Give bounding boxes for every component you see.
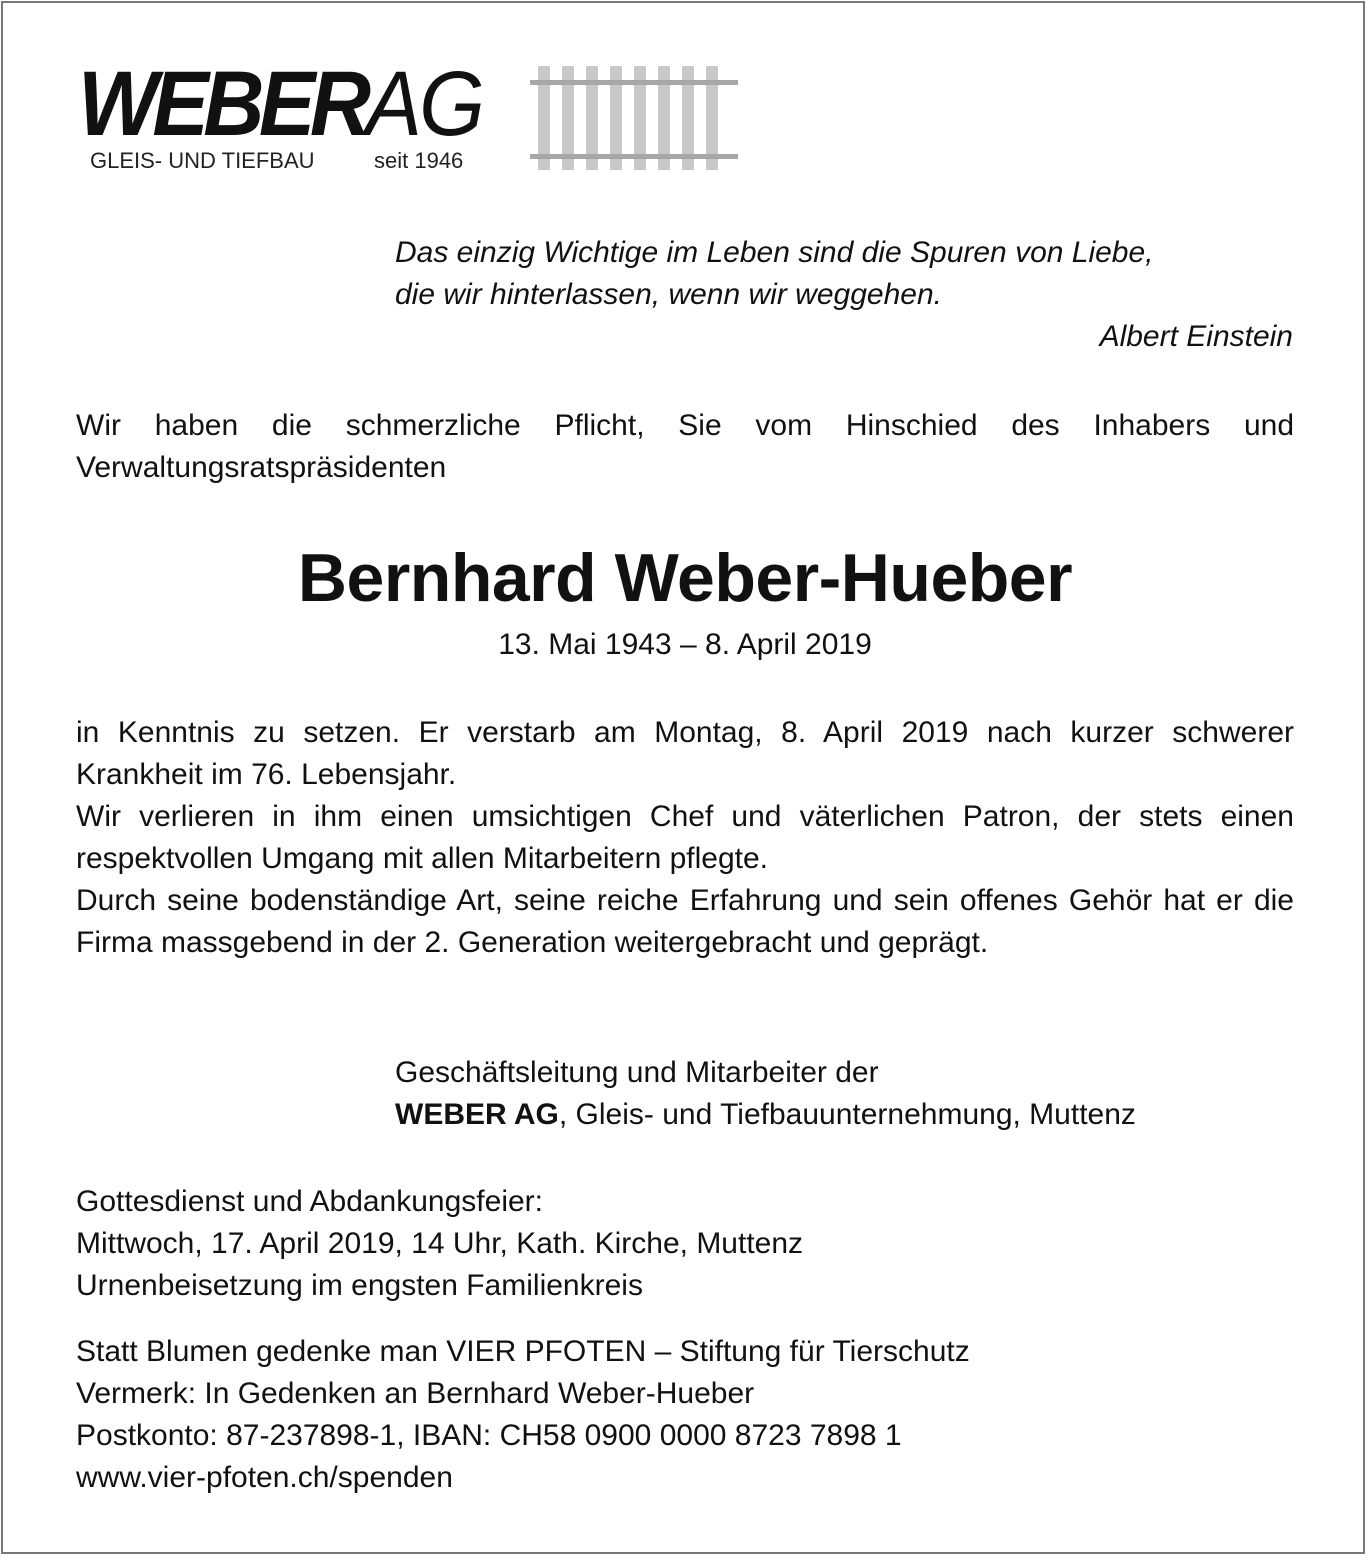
paragraph-2: Wir verlieren in ihm einen umsichtigen Chef und väterlichen Patron, der stets einen respektvollen Umgang mit allen Mitarbeitern pflegte. — [76, 800, 1294, 875]
life-dates: 13. Mai 1943 – 8. April 2019 — [498, 628, 872, 661]
deceased-name: Bernhard Weber-Hueber — [297, 540, 1073, 616]
memorial-quote — [395, 232, 1295, 358]
logo-name-light: AG — [365, 53, 483, 155]
donation-line-3: Postkonto: 87-237898-1, IBAN: CH58 0900 0000 8723 7898 1 — [76, 1419, 902, 1452]
logo-name-bold: WEBER — [78, 53, 366, 155]
signature-line-2 — [395, 1094, 1136, 1136]
intro-paragraph — [76, 405, 1294, 489]
service-line-3: Urnenbeisetzung im engsten Familienkreis — [76, 1269, 643, 1302]
paragraph-3: Durch seine bodenständige Art, seine reiche Erfahrung und sein offenes Gehör hat er die Firma massgebend in der 2. Generation weitergebracht und geprägt. — [76, 884, 1294, 959]
service-info — [76, 1181, 803, 1307]
quote-line-1: Das einzig Wichtige im Leben sind die Spuren von Liebe, — [395, 236, 1154, 269]
logo-wordmark — [78, 53, 483, 155]
rail-track-icon — [530, 66, 738, 170]
signature-company-details: , Gleis- und Tiefbauunternehmung, Muttenz — [558, 1098, 1136, 1131]
service-line-1: Gottesdienst und Abdankungsfeier: — [76, 1185, 543, 1218]
logo-since: seit 1946 — [374, 148, 464, 173]
quote-author: Albert Einstein — [1099, 320, 1293, 353]
donation-line-2: Vermerk: In Gedenken an Bernhard Weber-Hueber — [76, 1377, 755, 1410]
company-logo — [78, 53, 748, 178]
logo-tagline: GLEIS- UND TIEFBAU — [90, 148, 315, 173]
quote-line-2: die wir hinterlassen, wenn wir weggehen. — [395, 278, 942, 311]
main-text — [76, 712, 1294, 964]
paragraph-1: in Kenntnis zu setzen. Er verstarb am Montag, 8. April 2019 nach kurzer schwerer Krankheit im 76. Lebensjahr. — [76, 716, 1294, 791]
signature-company: WEBER AG — [395, 1098, 559, 1131]
donation-line-1: Statt Blumen gedenke man VIER PFOTEN – Stiftung für Tierschutz — [76, 1335, 970, 1368]
service-line-2: Mittwoch, 17. April 2019, 14 Uhr, Kath. Kirche, Muttenz — [76, 1227, 804, 1260]
intro-text: Wir haben die schmerzliche Pflicht, Sie vom Hinschied des Inhabers und Verwaltungsratspräsidenten — [76, 409, 1294, 484]
donation-info — [76, 1331, 970, 1499]
signature-line-1: Geschäftsleitung und Mitarbeiter der — [395, 1056, 879, 1089]
donation-link[interactable]: www.vier-pfoten.ch/spenden — [76, 1461, 453, 1494]
signature-block — [395, 1052, 1136, 1136]
